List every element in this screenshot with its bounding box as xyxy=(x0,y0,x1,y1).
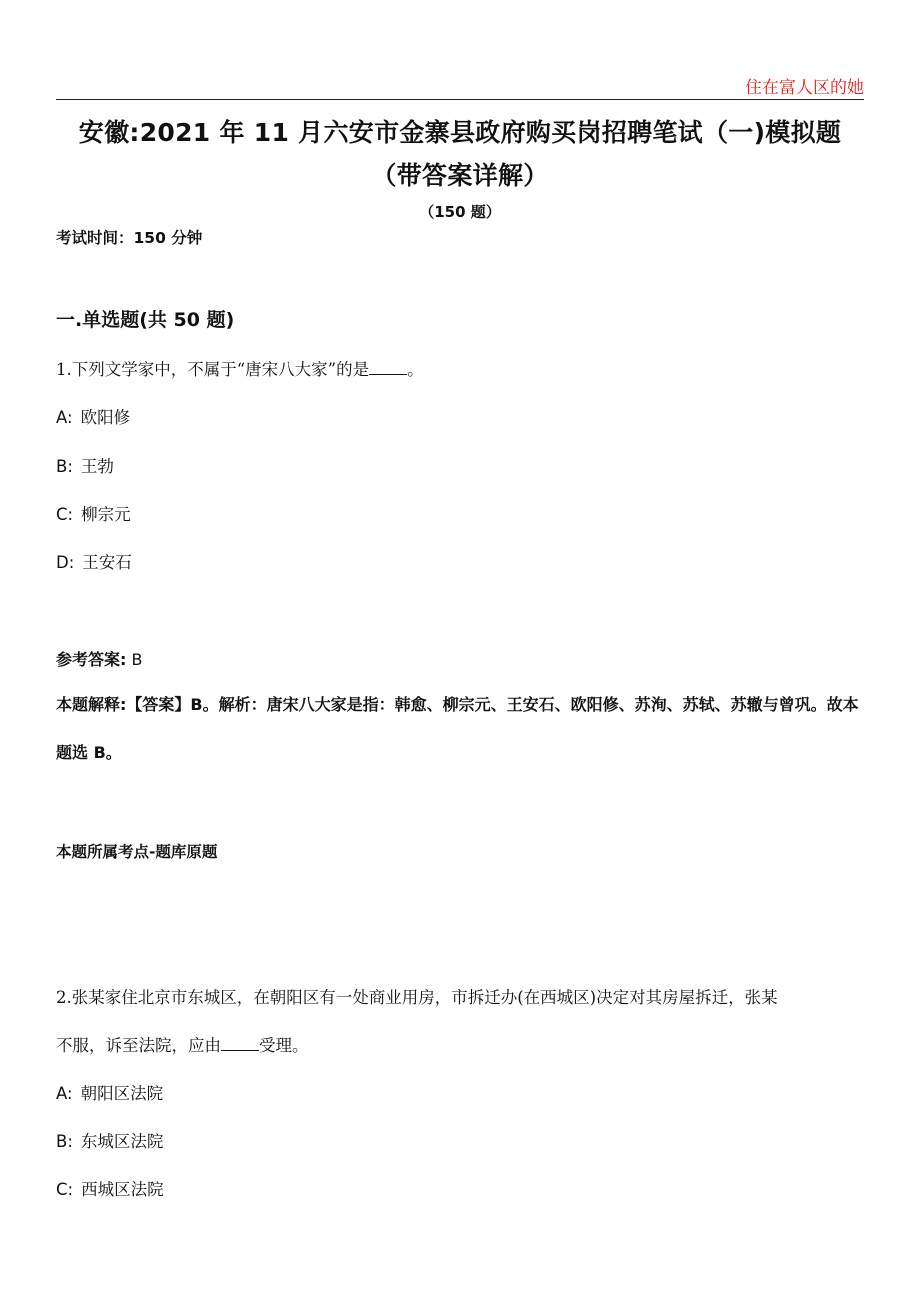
question-1-point: 本题所属考点-题库原题 xyxy=(56,843,218,861)
option-label: A: xyxy=(56,1084,73,1103)
question-2-stem-line-1: 2.张某家住北京市东城区，在朝阳区有一处商业用房，市拆迁办(在西城区)决定对其房屋拆迁，张某 xyxy=(56,988,778,1007)
header-divider xyxy=(56,99,864,100)
question-count: （150 题） xyxy=(419,203,501,221)
document-title-line-1: 安徽:2021 年 11 月六安市金寨县政府购买岗招聘笔试（一)模拟题 xyxy=(78,118,842,147)
answer-blank xyxy=(369,360,407,375)
option-text: 欧阳修 xyxy=(80,408,131,427)
document-title-line-2: （带答案详解） xyxy=(371,161,549,190)
question-2-stem-line-2 xyxy=(56,1032,309,1056)
option-label: A: xyxy=(56,408,73,427)
question-1-answer xyxy=(56,647,142,670)
option-label: C: xyxy=(56,505,74,524)
question-1-stem-end: 。 xyxy=(407,360,424,379)
section-heading: 一.单选题(共 50 题) xyxy=(56,309,235,331)
question-1-stem xyxy=(56,356,424,380)
option-label: C: xyxy=(56,1180,74,1199)
option-label: D: xyxy=(56,553,75,572)
question-1-option-d xyxy=(56,549,132,573)
question-2-option-c xyxy=(56,1176,164,1200)
explanation-key-label: 本题解释: xyxy=(56,695,127,714)
question-1-option-b xyxy=(56,453,114,477)
option-text: 朝阳区法院 xyxy=(80,1084,164,1103)
answer-value: B xyxy=(126,650,143,669)
question-1-stem-text: 1.下列文学家中，不属于“唐宋八大家”的是 xyxy=(56,360,370,379)
question-2-option-b xyxy=(56,1128,163,1152)
question-2-stem-end: 受理。 xyxy=(259,1036,309,1055)
option-text: 东城区法院 xyxy=(80,1132,164,1151)
option-label: B: xyxy=(56,457,73,476)
option-text: 王安石 xyxy=(82,553,132,572)
question-1-explanation xyxy=(56,681,864,777)
question-1-option-c xyxy=(56,501,131,525)
option-text: 柳宗元 xyxy=(81,505,131,524)
answer-key-label: 参考答案: xyxy=(56,650,127,669)
header-author-tag: 住在富人区的她 xyxy=(745,78,864,98)
question-2-stem-text: 不服，诉至法院，应由 xyxy=(56,1036,221,1055)
question-1-option-a xyxy=(56,404,130,428)
exam-time: 考试时间：150 分钟 xyxy=(56,229,203,247)
option-text: 王勃 xyxy=(80,457,114,476)
option-text: 西城区法院 xyxy=(81,1180,164,1199)
option-label: B: xyxy=(56,1132,73,1151)
answer-blank xyxy=(221,1036,259,1051)
question-2-option-a xyxy=(56,1080,163,1104)
explanation-text: 【答案】B。解析：唐宋八大家是指：韩愈、柳宗元、王安石、欧阳修、苏洵、苏轼、苏辙与曾巩。故本题选 B。 xyxy=(56,695,859,762)
